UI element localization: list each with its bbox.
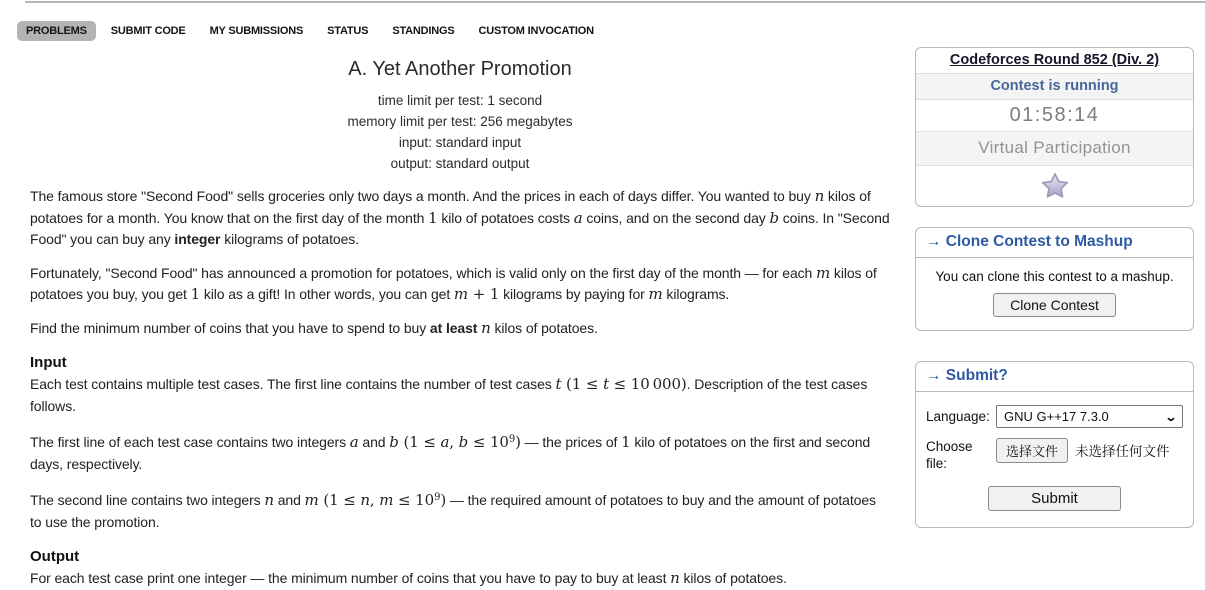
page-top-divider bbox=[25, 1, 1205, 3]
problem-limits bbox=[30, 90, 890, 174]
output-heading: Output bbox=[30, 548, 80, 565]
output-paragraph: For each test case print one integer — the minimum number of coins that you have to pay to buy at least n kilos of potatoes. bbox=[30, 569, 787, 587]
file-status-text: 未选择任何文件 bbox=[1075, 444, 1170, 459]
memory-limit: memory limit per test: 256 megabytes bbox=[347, 114, 573, 129]
favorite-star-row bbox=[916, 165, 1193, 206]
clone-box-text: You can clone this contest to a mashup. bbox=[935, 269, 1174, 284]
input-heading: Input bbox=[30, 354, 67, 371]
statement-paragraph: Fortunately, "Second Food" has announced a promotion for potatoes, which is valid only on the first day of the month — for each m kilos of potatoes you buy, you get 1 kilo as a gift! In other words, you can get m + 1 kilograms by paying for m kilograms. bbox=[30, 263, 877, 303]
statement-paragraph: Find the minimum number of coins that you have to spend to buy at least n kilos of potatoes. bbox=[30, 318, 598, 337]
tab-status[interactable]: STATUS bbox=[327, 25, 369, 37]
contest-tab-bar bbox=[17, 21, 609, 41]
tab-standings[interactable]: STANDINGS bbox=[392, 25, 455, 37]
submit-box bbox=[915, 361, 1194, 528]
problem-title: A. Yet Another Promotion bbox=[348, 58, 572, 80]
input-paragraph: The first line of each test case contains two integers a and b (1 ≤ a, $b \le 10^9$) — the prices of 1 kilo of potatoes on the first and second days, respectively. bbox=[30, 433, 871, 472]
contest-title-row bbox=[916, 48, 1193, 73]
tab-custom-invocation[interactable]: CUSTOM INVOCATION bbox=[478, 25, 594, 37]
contest-status: Contest is running bbox=[916, 73, 1193, 99]
chevron-down-icon: ⌄ bbox=[1164, 409, 1178, 424]
tab-problems[interactable]: PROBLEMS bbox=[17, 21, 96, 41]
input-paragraph: The second line contains two integers n and m (1 ≤ n, $m \le 10^9$) — the required amount of potatoes to buy and the amount of potatoes to use the promotion. bbox=[30, 491, 876, 530]
tab-my-submissions[interactable]: MY SUBMISSIONS bbox=[209, 25, 304, 37]
contest-countdown: 01:58:14 bbox=[916, 99, 1193, 131]
clone-box-caption: → Clone Contest to Mashup bbox=[916, 228, 1193, 258]
time-limit: time limit per test: 1 second bbox=[377, 93, 543, 108]
submit-button[interactable]: Submit bbox=[988, 486, 1121, 511]
submit-form bbox=[916, 392, 1193, 527]
clone-contest-box bbox=[915, 227, 1194, 331]
clone-contest-button[interactable]: Clone Contest bbox=[993, 293, 1116, 317]
language-select[interactable] bbox=[996, 405, 1183, 428]
language-row bbox=[926, 405, 1183, 428]
choose-file-label: Choose file: bbox=[926, 439, 973, 471]
contest-title-link[interactable]: Codeforces Round 852 (Div. 2) bbox=[949, 52, 1160, 68]
choose-file-row bbox=[926, 438, 1183, 472]
tab-submit-code[interactable]: SUBMIT CODE bbox=[110, 25, 186, 37]
problem-statement bbox=[30, 58, 890, 590]
input-spec: input: standard input bbox=[398, 135, 522, 150]
submit-box-caption: → Submit? bbox=[916, 362, 1193, 392]
choose-file-button[interactable]: 选择文件 bbox=[996, 438, 1068, 463]
statement-paragraph: The famous store "Second Food" sells groceries only two days a month. And the prices in each of days differ. You wanted to buy n kilos of potatoes for a month. You know that on the first day of the month 1 kilo of potatoes costs a coins, and on the second day b coins. In "Second Food" you can buy any integer kilograms of potatoes. bbox=[30, 187, 890, 247]
contest-state-box bbox=[915, 47, 1194, 207]
sidebar bbox=[915, 47, 1194, 528]
output-spec: output: standard output bbox=[390, 156, 530, 171]
clone-box-body bbox=[916, 258, 1193, 330]
input-paragraph: Each test contains multiple test cases. The first line contains the number of test cases t (1 ≤ t ≤ 10 000). Description of the test cases follows. bbox=[30, 375, 868, 414]
language-selected-value: GNU G++17 7.3.0 bbox=[1004, 409, 1109, 424]
submit-row bbox=[926, 486, 1183, 511]
favorite-star-icon[interactable] bbox=[1041, 172, 1069, 199]
language-label: Language: bbox=[926, 409, 990, 424]
participation-mode: Virtual Participation bbox=[916, 131, 1193, 165]
